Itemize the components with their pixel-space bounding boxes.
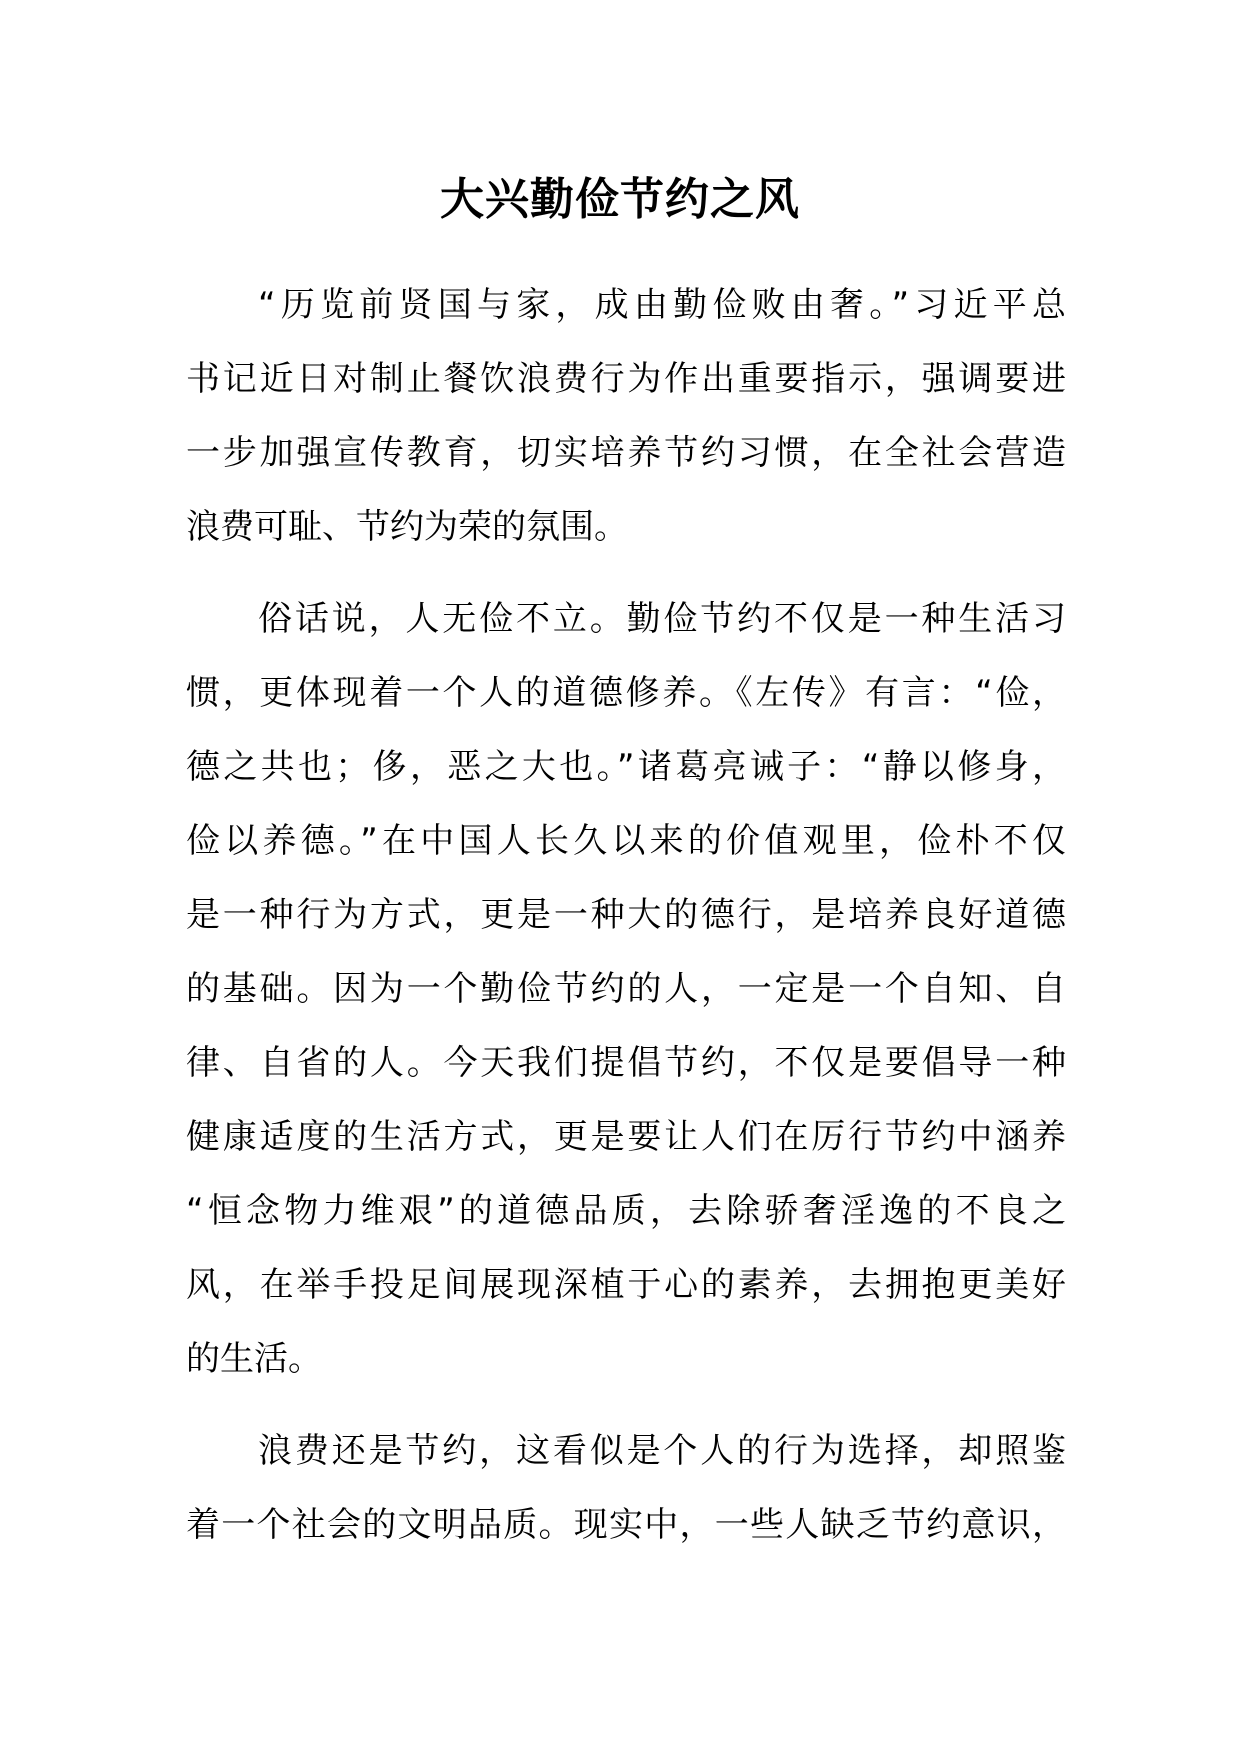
text-line: “恒念物力维艰”的道德品质，去除骄奢淫逸的不良之 xyxy=(186,1191,1066,1231)
text-line: 律、自省的人。今天我们提倡节约，不仅是要倡导一种 xyxy=(186,1043,1066,1083)
text-line: 健康适度的生活方式，更是要让人们在厉行节约中涵养 xyxy=(186,1117,1066,1157)
text-line: 是一种行为方式，更是一种大的德行，是培养良好道德 xyxy=(186,895,1066,935)
text-line: 着一个社会的文明品质。现实中，一些人缺乏节约意识， xyxy=(186,1505,1066,1545)
paragraph-3 xyxy=(186,1414,1066,1562)
document-body xyxy=(186,268,1066,1580)
document-title: 大兴勤俭节约之风 xyxy=(440,174,800,225)
text-line: 浪费还是节约，这看似是个人的行为选择，却照鉴 xyxy=(258,1431,1066,1471)
text-line: 风，在举手投足间展现深植于心的素养，去拥抱更美好 xyxy=(186,1265,1066,1305)
text-line: 俗话说，人无俭不立。勤俭节约不仅是一种生活习 xyxy=(258,599,1066,639)
text-line: 浪费可耻、节约为荣的氛围。 xyxy=(186,507,628,547)
paragraph-1 xyxy=(186,268,1066,564)
text-line: 惯，更体现着一个人的道德修养。《左传》有言：“俭， xyxy=(186,673,1066,713)
paragraph-2 xyxy=(186,582,1066,1396)
text-line: 书记近日对制止餐饮浪费行为作出重要指示，强调要进 xyxy=(186,359,1066,399)
text-line: “历览前贤国与家，成由勤俭败由奢。”习近平总 xyxy=(258,285,1066,325)
text-line: 俭以养德。”在中国人长久以来的价值观里，俭朴不仅 xyxy=(186,821,1066,861)
text-line: 的生活。 xyxy=(186,1339,322,1379)
text-line: 德之共也；侈，恶之大也。”诸葛亮诫子：“静以修身， xyxy=(186,747,1066,787)
text-line: 一步加强宣传教育，切实培养节约习惯，在全社会营造 xyxy=(186,433,1066,473)
text-line: 的基础。因为一个勤俭节约的人，一定是一个自知、自 xyxy=(186,969,1066,1009)
